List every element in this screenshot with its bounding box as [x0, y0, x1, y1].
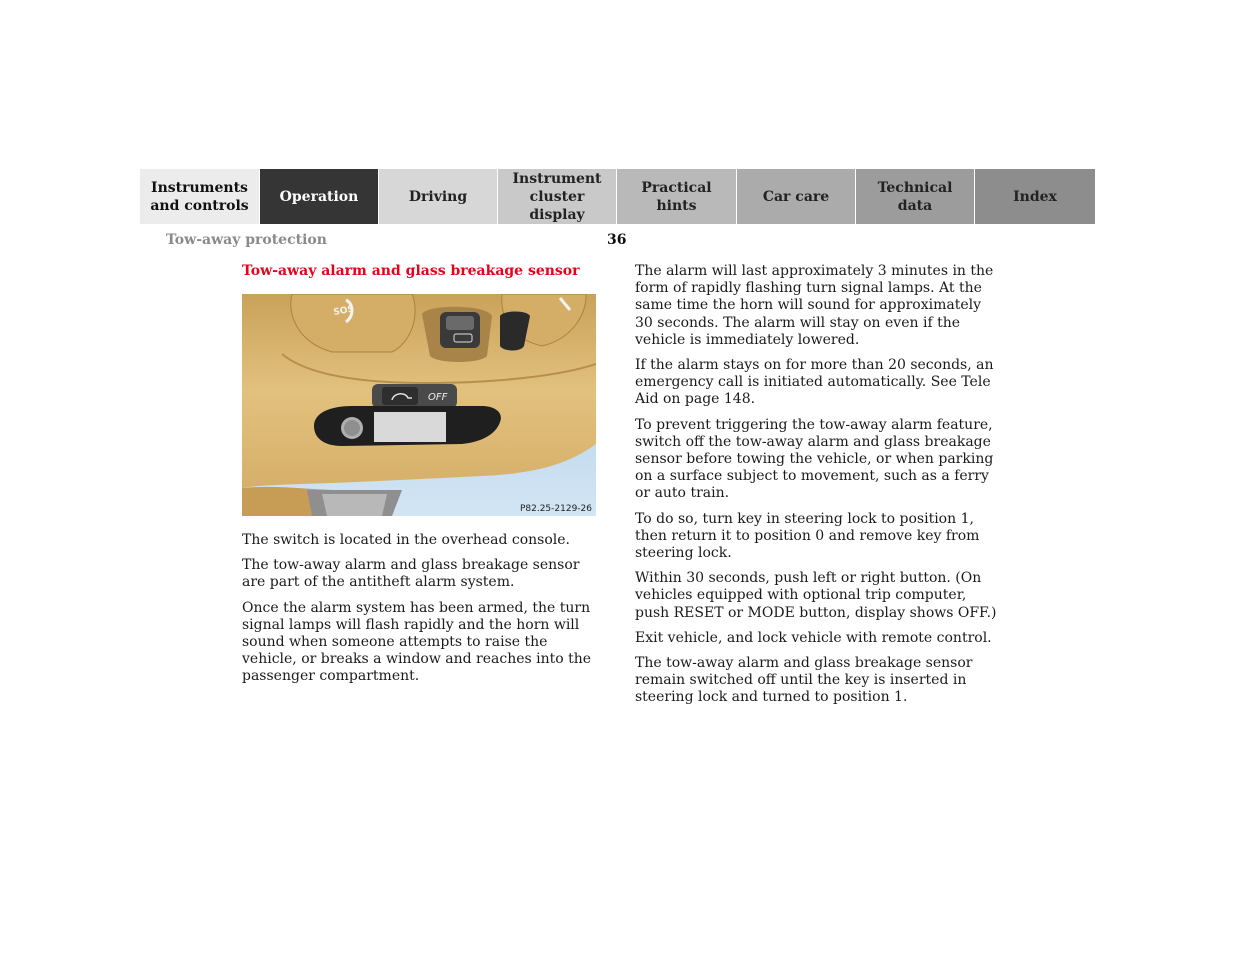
- tab-driving[interactable]: [379, 169, 498, 224]
- paragraph: The alarm will last approximately 3 minutes in the form of rapidly flashing turn signal lamps. At the same time the horn will sound for approximately 30 seconds. The alarm will stay on even if the vehicle is immediately lowered.: [635, 263, 994, 348]
- tab-technical-data[interactable]: [856, 169, 975, 224]
- tab-practical-hints[interactable]: [617, 169, 737, 224]
- paragraph: The switch is located in the overhead console.: [242, 532, 571, 548]
- tab-label: Index: [1013, 188, 1057, 205]
- paragraph: Once the alarm system has been armed, the turn signal lamps will flash rapidly and the horn will sound when someone attempts to raise the vehicle, or breaks a window and reaches into the passenger compartment.: [242, 599, 592, 685]
- paragraph: The tow-away alarm and glass breakage sensor are part of the antitheft alarm system.: [242, 557, 580, 591]
- tab-label: Instrument cluster display: [512, 170, 602, 223]
- paragraph: Within 30 seconds, push left or right button. (On vehicles equipped with optional trip computer, push RESET or MODE button, display shows OFF.): [635, 570, 997, 621]
- overhead-console-figure: [242, 294, 596, 516]
- tab-instrument-cluster-display[interactable]: [498, 169, 617, 224]
- tab-operation[interactable]: [260, 169, 379, 224]
- left-column: [242, 532, 602, 694]
- tab-label: Operation: [279, 188, 359, 205]
- sos-label: SOS: [332, 304, 355, 318]
- tab-label: Technical data: [877, 179, 953, 214]
- tab-instruments-and-controls[interactable]: [140, 169, 260, 224]
- paragraph: The tow-away alarm and glass breakage sensor remain switched off until the key is inserted in steering lock and turned to position 1.: [635, 655, 973, 706]
- chapter-tab-bar: [140, 169, 1095, 224]
- tab-label: Driving: [408, 188, 468, 205]
- tab-label: Instruments and controls: [150, 179, 249, 214]
- tab-label: Car care: [762, 188, 830, 205]
- figure-code: P82.25-2129-26: [519, 504, 592, 514]
- tab-car-care[interactable]: [737, 169, 856, 224]
- right-column: [635, 263, 997, 715]
- page-number: 36: [607, 232, 627, 248]
- paragraph: To prevent triggering the tow-away alarm feature, switch off the tow-away alarm and glass breakage sensor before towing the vehicle, or when parking on a surface subject to movement, such as a ferry or auto train.: [635, 416, 994, 502]
- paragraph: Exit vehicle, and lock vehicle with remote control.: [635, 629, 992, 646]
- paragraph: To do so, turn key in steering lock to position 1, then return it to position 0 and remove key from steering lock.: [635, 510, 980, 562]
- paragraph: If the alarm stays on for more than 20 seconds, an emergency call is initiated automatically. See Tele Aid on page 148.: [635, 357, 994, 408]
- page-heading: Tow-away alarm and glass breakage sensor: [242, 263, 580, 279]
- overhead-console-illustration: [242, 294, 596, 516]
- tab-index[interactable]: [975, 169, 1095, 224]
- off-label: OFF: [428, 392, 448, 403]
- tab-label: Practical hints: [641, 179, 712, 214]
- section-title: Tow-away protection: [166, 232, 327, 248]
